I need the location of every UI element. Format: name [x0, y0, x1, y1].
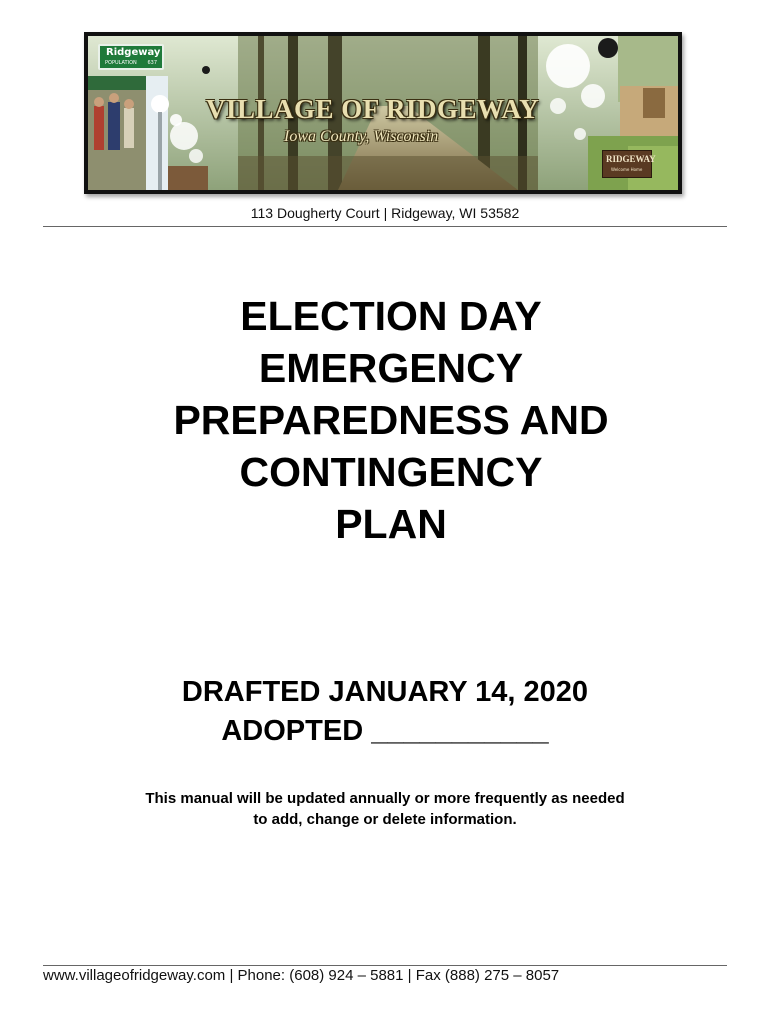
sign-population-label: POPULATION: [105, 60, 137, 66]
footer-contact: www.villageofridgeway.com | Phone: (608) 924 – 5881 | Fax (888) 275 – 8057: [43, 967, 560, 984]
ridgeway-welcome-sign: [602, 150, 656, 178]
title-line: PREPAREDNESS AND: [173, 397, 609, 443]
update-note-line: This manual will be updated annually or more frequently as needed: [145, 790, 625, 807]
title-line: PLAN: [335, 501, 447, 547]
footer-divider: [43, 965, 727, 966]
update-note-line: to add, change or delete information.: [253, 811, 517, 828]
adopted-date: ADOPTED ___________: [221, 715, 549, 747]
document-title: [0, 290, 770, 550]
update-note: [0, 788, 770, 830]
banner-subtitle: Iowa County, Wisconsin: [284, 128, 439, 145]
header-address: 113 Dougherty Court | Ridgeway, WI 53582: [250, 205, 520, 221]
title-line: ELECTION DAY: [240, 293, 542, 339]
sign-population-value: 637: [147, 60, 157, 66]
welcome-sign-text: Welcome Home: [611, 167, 643, 172]
header-divider: [43, 226, 727, 227]
title-line: CONTINGENCY: [239, 449, 543, 495]
banner-title: VILLAGE OF RIDGEWAY: [206, 94, 540, 124]
title-line: EMERGENCY: [258, 345, 524, 391]
village-banner: [84, 32, 682, 194]
drafted-date: DRAFTED JANUARY 14, 2020: [181, 676, 589, 708]
document-status: [0, 673, 770, 751]
ridgeway-road-sign: [98, 44, 164, 70]
sign-town-name: Ridgeway: [106, 47, 161, 58]
welcome-sign-name: RIDGEWAY: [606, 154, 656, 164]
